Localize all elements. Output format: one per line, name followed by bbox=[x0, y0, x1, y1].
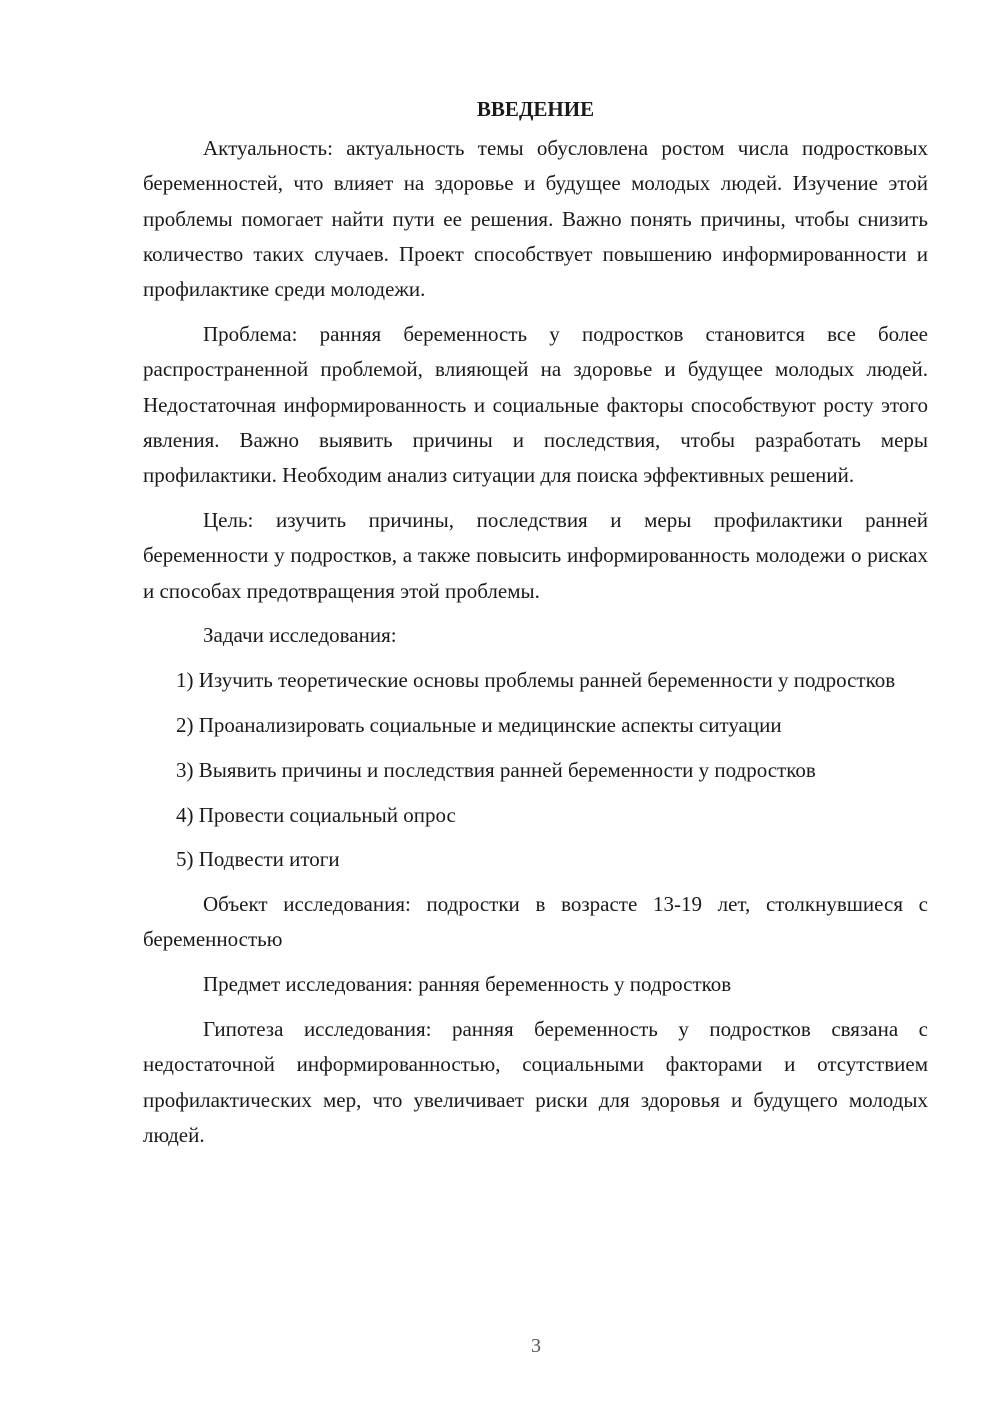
paragraph-relevance: Актуальность: актуальность темы обусловлена ростом числа подростковых беременностей, что влияет на здоровье и будущее молодых людей. Изучение этой проблемы помогает найти пути ее решения. Важно понять причины, чтобы снизить количество таких случаев. Проект способствует повышению информированности и профилактике среди молодежи. bbox=[143, 136, 928, 302]
document-title: ВВЕДЕНИЕ bbox=[476, 97, 595, 121]
paragraph-subject: Предмет исследования: ранняя беременность у подростков bbox=[203, 972, 732, 997]
paragraph-hypothesis: Гипотеза исследования: ранняя беременность у подростков связана с недостаточной информированностью, социальными факторами и отсутствием профилактических мер, что увеличивает риски для здоровья и будущего молодых людей. bbox=[143, 1017, 928, 1147]
paragraph-problem: Проблема: ранняя беременность у подростков становится все более распространенной проблемой, влияющей на здоровье и будущее молодых людей. Недостаточная информированность и социальные факторы способствуют росту этого явления. Важно выявить причины и последствия, чтобы разработать меры профилактики. Необходим анализ ситуации для поиска эффективных решений. bbox=[143, 321, 928, 488]
paragraph-tasks-heading: Задачи исследования: bbox=[203, 623, 397, 648]
task-item-3: 3) Выявить причины и последствия ранней беременности у подростков bbox=[176, 757, 816, 782]
paragraph-object: Объект исследования: подростки в возрасте 13-19 лет, столкнувшиеся с беременностью bbox=[143, 892, 928, 952]
page-number: 3 bbox=[531, 1335, 541, 1357]
document-page bbox=[143, 92, 928, 1163]
task-item-5: 5) Подвести итоги bbox=[176, 847, 340, 872]
task-item-2: 2) Проанализировать социальные и медицинские аспекты ситуации bbox=[176, 712, 782, 737]
paragraph-goal: Цель: изучить причины, последствия и меры профилактики ранней беременности у подростков, а также повысить информированность молодежи о рисках и способах предотвращения этой проблемы. bbox=[143, 507, 928, 603]
task-item-4: 4) Провести социальный опрос bbox=[176, 802, 456, 827]
task-item-1: 1) Изучить теоретические основы проблемы ранней беременности у подростков bbox=[176, 668, 896, 693]
